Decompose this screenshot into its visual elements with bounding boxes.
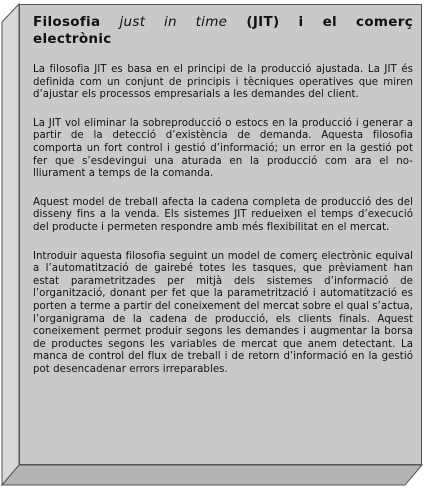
- title-text-start: Filosofia: [33, 14, 120, 30]
- document-title: [33, 14, 413, 48]
- paragraph: La filosofia JIT es basa en el principi de la producció ajustada. La JIT és definida com un conjunt de principis i tècniques operatives que miren d’ajustar els processos empresarials a les demandes del client.: [33, 64, 413, 101]
- paragraph: Aquest model de treball afecta la cadena completa de producció des del disseny fins a la venda. Els sistemes JIT redueixen el temps d’execució del producte i permeten respondre amb més flexibilitat en el mercat.: [33, 196, 413, 233]
- text-content: [33, 14, 413, 392]
- paragraph: La JIT vol eliminar la sobreproducció o estocs en la producció i generar a partir de la detecció d’existència de demanda. Aquesta filosofia comporta un fort control i gestió d’informació; un error en la gestió pot fer que s’esdevingui una aturada en la producció com ara el no-lliurament a temps de la comanda.: [33, 117, 413, 180]
- title-text-end: (JIT) i el comerç electrònic: [33, 14, 414, 47]
- paragraph: Introduir aquesta filosofia seguint un model de comerç electrònic equival a l’automatització de gairebé totes les tasques, que prèviament han estat parametritzades per mitjà dels sistemes d’informació de l’organització, donant per fet que la parametrització i automatització es porten a terme a partir del coneixement del mercat sobre el qual s’actua, l’organigrama de la cadena de producció, els clients finals. Aquest coneixement permet produir segons les demandes i augmentar la borsa de productes segons les variables de mercat que anem detectant. La manca de control del flux de treball i de retorn d’informació en la gestió pot desencadenar errors irreparables.: [33, 250, 413, 375]
- title-text-emphasis: just in time: [119, 14, 228, 30]
